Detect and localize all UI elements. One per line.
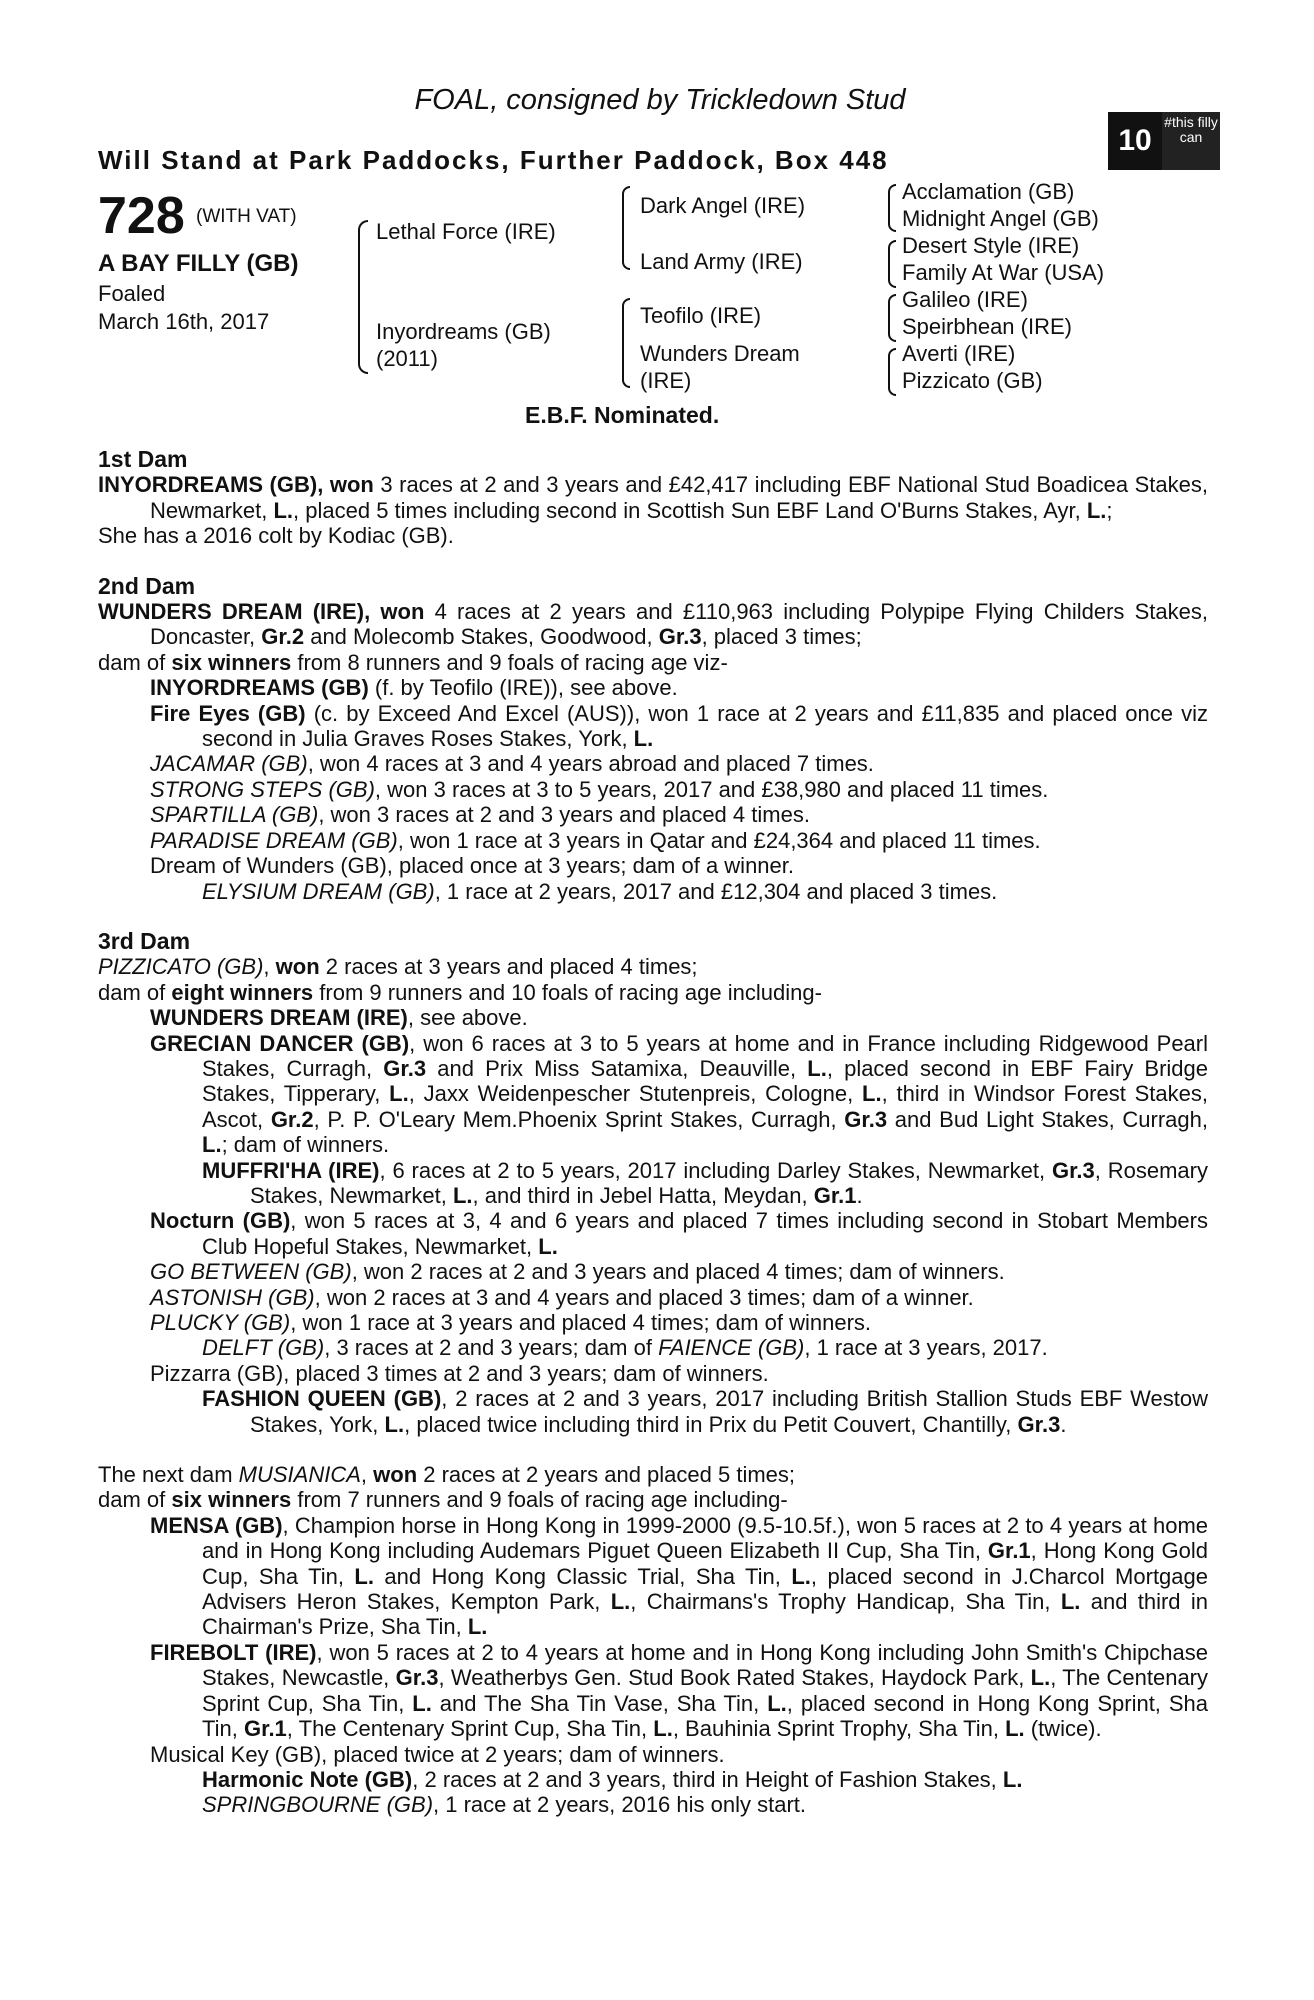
record-text: , Champion horse in Hong Kong in 1999-2000 (9.5-10.5f.), won 5 races at 2 to 4 years at home and in Hong Kong including Audemars Piguet Queen Elizabeth II Cup, Sha Tin,: [202, 1512, 1209, 1564]
listed-label: L.: [354, 1563, 374, 1589]
pedigree-ancestor: Galileo (IRE): [902, 287, 1028, 312]
record-text: , Rosemary Stakes, Newmarket,: [250, 1157, 1208, 1208]
stand-location: Will Stand at Park Paddocks, Further Paddock, Box 448: [98, 145, 889, 175]
badge-number: 10: [1108, 112, 1162, 170]
produce-entry: [98, 879, 1208, 904]
record-text: , Weatherbys Gen. Stud Book Rated Stakes, Haydock Park,: [438, 1665, 1031, 1691]
group-label: Gr.1: [813, 1182, 857, 1208]
produce-entry: [98, 675, 1208, 700]
horse-name: ASTONISH (GB): [150, 1284, 315, 1310]
record-text: , Jaxx Weidenpescher Stutenpreis, Cologne,: [408, 1081, 862, 1107]
produce-entry: [98, 701, 1208, 752]
separator: ,: [360, 1462, 368, 1488]
record-text: , third in Windsor Forest Stakes, Ascot,: [202, 1081, 1208, 1132]
record-text: and Bud Light Stakes, Curragh,: [887, 1106, 1208, 1132]
record-text: , 3 races at 2 and 3 years; dam of: [324, 1335, 659, 1361]
record-text: (twice).: [1024, 1716, 1102, 1742]
record-text: ;: [1106, 497, 1113, 523]
horse-name: JACAMAR (GB): [150, 751, 308, 777]
produce-entry: [98, 1285, 1208, 1310]
pedigree-ancestor: Speirbhean (IRE): [902, 314, 1072, 339]
dam-name: INYORDREAMS (GB): [98, 472, 318, 498]
record-text: and Hong Kong Classic Trial, Sha Tin,: [373, 1563, 792, 1589]
group-label: Gr.3: [658, 624, 702, 650]
listed-label: L.: [273, 497, 294, 523]
listed-label: L.: [384, 1411, 405, 1437]
first-dam-record: [98, 472, 1208, 523]
dam-name: PIZZICATO (GB): [98, 954, 264, 980]
pedigree-dam-dam-country: (IRE): [640, 368, 692, 393]
horse-name: Harmonic Note (GB): [202, 1766, 413, 1792]
record-text: and third in Chairman's Prize, Sha Tin,: [202, 1589, 1208, 1640]
record-text: , The Centenary Sprint Cup, Sha Tin,: [286, 1716, 654, 1742]
listed-label: L.: [389, 1081, 409, 1107]
pedigree-ancestor: Desert Style (IRE): [902, 233, 1080, 258]
group-label: Gr.2: [270, 1106, 314, 1132]
consignment-header: FOAL, consigned by Trickledown Stud: [414, 84, 906, 116]
horse-name: Nocturn (GB): [150, 1208, 291, 1234]
record-text: , won 3 races at 2 and 3 years and placed 4 times.: [318, 802, 810, 828]
horse-name: FAIENCE (GB): [658, 1335, 805, 1361]
record-text: 4 races at 2 years and £110,963 including Polypipe Flying Childers Stakes, Doncaster,: [150, 599, 1208, 650]
first-dam-produce: She has a 2016 colt by Kodiac (GB).: [98, 523, 454, 549]
record-text: , won 1 race at 3 years in Qatar and £24,364 and placed 11 times.: [397, 827, 1041, 853]
lot-number: 728: [98, 187, 185, 245]
horse-name: ELYSIUM DREAM (GB): [202, 878, 435, 904]
pedigree-ancestor: Midnight Angel (GB): [902, 206, 1099, 231]
listed-label: L.: [452, 1182, 473, 1208]
produce-entry: Dream of Wunders (GB), placed once at 3 years; dam of a winner.: [150, 853, 795, 879]
record-text: ; dam of winners.: [221, 1132, 390, 1158]
listed-label: L.: [791, 1563, 811, 1589]
record-text: , see above.: [407, 1005, 528, 1031]
listed-label: L.: [1030, 1665, 1051, 1691]
record-text: , won 4 races at 3 and 4 years abroad and placed 7 times.: [307, 751, 874, 777]
first-dam-heading: 1st Dam: [98, 446, 188, 472]
produce-entry: [98, 1640, 1208, 1742]
produce-entry: [98, 1158, 1208, 1209]
horse-name: MUFFRI'HA (IRE): [202, 1157, 380, 1183]
won-label: won: [329, 472, 374, 498]
record-text: , P. P. O'Leary Mem.Phoenix Sprint Stakes, Curragh,: [313, 1106, 845, 1132]
listed-label: L.: [862, 1081, 882, 1107]
record-text: and The Sha Tin Vase, Sha Tin,: [431, 1690, 768, 1716]
dam-name: WUNDERS DREAM (IRE): [98, 599, 365, 625]
listed-label: L.: [767, 1690, 787, 1716]
group-label: Gr.3: [1017, 1411, 1061, 1437]
pedigree-brace: [888, 240, 896, 288]
group-label: Gr.3: [1051, 1157, 1095, 1183]
record-text: , 1 race at 2 years, 2016 his only start.: [433, 1792, 806, 1818]
record-text: and Molecomb Stakes, Goodwood,: [304, 624, 659, 650]
pedigree-brace: [888, 294, 896, 342]
listed-label: L.: [1002, 1766, 1023, 1792]
record-text: (c. by Exceed And Excel (AUS)), won 1 race at 2 years and £11,835 and placed once viz second in Julia Graves Roses Stakes, York,: [202, 700, 1208, 752]
produce-entry: [98, 751, 1208, 776]
record-text: , 2 races at 2 and 3 years, 2017 including British Stallion Studs EBF Westow Stakes, York,: [250, 1386, 1208, 1437]
record-text: from 8 runners and 9 foals of racing age viz-: [291, 649, 728, 675]
record-text: , 2 races at 2 and 3 years, third in Height of Fashion Stakes,: [412, 1766, 1003, 1792]
record-text: , won 3 races at 3 to 5 years, 2017 and £38,980 and placed 11 times.: [374, 776, 1049, 802]
listed-label: L.: [807, 1055, 827, 1081]
group-label: Gr.3: [383, 1055, 427, 1081]
produce-entry: [98, 777, 1208, 802]
pedigree-ancestor: Averti (IRE): [902, 341, 1016, 366]
pedigree-dam-dam-name: Wunders Dream: [640, 341, 800, 366]
group-label: Gr.1: [987, 1538, 1031, 1564]
record-text: , Chairmans's Trophy Handicap, Sha Tin,: [630, 1589, 1061, 1615]
next-dam-record: [98, 1462, 1208, 1487]
pedigree-sire-sire: Dark Angel (IRE): [640, 193, 806, 218]
horse-name: DELFT (GB): [202, 1335, 325, 1361]
won-label: won: [275, 954, 320, 980]
separator: ,: [317, 472, 324, 498]
separator: .: [856, 1182, 863, 1208]
pedigree-dam-sire: Teofilo (IRE): [640, 303, 762, 328]
record-text: , placed second in Hong Kong Sprint, Sha Tin,: [202, 1690, 1208, 1742]
listed-label: L.: [1060, 1589, 1081, 1615]
produce-entry: [98, 1310, 1208, 1335]
produce-entry: [98, 1386, 1208, 1437]
winners-count: six winners: [171, 649, 292, 675]
record-text: The next dam: [98, 1462, 239, 1488]
horse-name: SPRINGBOURNE (GB): [202, 1792, 434, 1818]
listed-label: L.: [1005, 1716, 1025, 1742]
horse-name: WUNDERS DREAM (IRE): [150, 1005, 408, 1031]
separator: .: [1060, 1411, 1067, 1437]
third-dam-record: [98, 954, 1208, 979]
record-text: , won 5 races at 2 to 4 years at home and in Hong Kong including John Smith's Chipchase Stakes, Newcastle,: [202, 1639, 1208, 1691]
record-text: 2 races at 2 years and placed 5 times;: [417, 1462, 796, 1488]
pedigree-ancestor: Pizzicato (GB): [902, 368, 1043, 393]
winners-count: six winners: [171, 1487, 292, 1513]
record-text: , won 6 races at 3 to 5 years at home and in France including Ridgewood Pearl Stakes, Curragh,: [202, 1030, 1208, 1081]
badge-text: #this filly can: [1162, 112, 1220, 170]
produce-entry: Pizzarra (GB), placed 3 times at 2 and 3 years; dam of winners.: [150, 1360, 769, 1386]
record-text: dam of: [98, 1487, 172, 1513]
produce-entry: [98, 828, 1208, 853]
won-label: won: [380, 599, 425, 625]
group-label: Gr.3: [395, 1665, 439, 1691]
ebf-nominated: E.B.F. Nominated.: [525, 402, 720, 428]
produce-entry: [98, 1513, 1208, 1640]
foaled-label: Foaled: [98, 281, 166, 306]
record-text: dam of: [98, 649, 172, 675]
separator: ,: [364, 599, 371, 625]
horse-name: GO BETWEEN (GB): [150, 1259, 352, 1285]
record-text: , won 2 races at 3 and 4 years and placed 3 times; dam of a winner.: [314, 1284, 974, 1310]
listed-label: L.: [633, 726, 654, 752]
vat-note: (WITH VAT): [196, 206, 297, 227]
produce-entry: Musical Key (GB), placed twice at 2 years; dam of winners.: [150, 1741, 725, 1767]
horse-description: A BAY FILLY (GB): [98, 250, 299, 277]
record-text: , 1 race at 2 years, 2017 and £12,304 and placed 3 times.: [434, 878, 998, 904]
listed-label: L.: [1086, 497, 1107, 523]
horse-name: PARADISE DREAM (GB): [150, 827, 398, 853]
pedigree-dam: [376, 318, 551, 372]
separator: ,: [263, 954, 270, 980]
record-text: 2 races at 3 years and placed 4 times;: [319, 954, 698, 980]
record-text: , Bauhinia Sprint Trophy, Sha Tin,: [672, 1716, 1006, 1742]
horse-name: GRECIAN DANCER (GB): [150, 1030, 410, 1056]
group-label: Gr.3: [844, 1106, 888, 1132]
foaled-date: March 16th, 2017: [98, 309, 270, 334]
horse-name: Fire Eyes (GB): [150, 700, 306, 726]
pedigree-dam-year: (2011): [376, 346, 438, 371]
record-text: , 6 races at 2 to 5 years, 2017 including Darley Stakes, Newmarket,: [379, 1157, 1052, 1183]
listed-label: L.: [610, 1589, 631, 1615]
pedigree-brace: [888, 184, 896, 232]
record-text: , Hong Kong Gold Cup, Sha Tin,: [202, 1538, 1208, 1589]
record-text: , won 2 races at 2 and 3 years and placed 4 times; dam of winners.: [351, 1259, 1005, 1285]
pedigree-brace: [358, 220, 368, 374]
horse-name: MENSA (GB): [150, 1512, 283, 1538]
produce-entry: [98, 1767, 1208, 1792]
second-dam-produce-summary: [98, 650, 1208, 675]
record-text: from 9 runners and 10 foals of racing age including-: [313, 979, 822, 1005]
third-dam-produce-summary: [98, 980, 1208, 1005]
foaled-info: [98, 280, 269, 336]
second-dam-heading: 2nd Dam: [98, 572, 196, 599]
pedigree-ancestor: Family At War (USA): [902, 260, 1105, 285]
listed-label: L.: [467, 1614, 488, 1640]
record-text: , won 1 race at 3 years and placed 4 times; dam of winners.: [290, 1310, 872, 1335]
winners-count: eight winners: [171, 979, 314, 1005]
produce-entry: [98, 802, 1208, 827]
produce-entry: [98, 1208, 1208, 1259]
pedigree-dam-name: Inyordreams (GB): [376, 319, 551, 344]
horse-name: FIREBOLT (IRE): [150, 1639, 317, 1665]
pedigree-sire: Lethal Force (IRE): [376, 219, 556, 244]
listed-label: L.: [538, 1233, 558, 1259]
record-text: , placed second in EBF Fairy Bridge Stakes, Tipperary,: [202, 1055, 1209, 1107]
horse-name: STRONG STEPS (GB): [150, 776, 375, 802]
listed-label: L.: [653, 1716, 673, 1742]
horse-name: PLUCKY (GB): [150, 1310, 291, 1335]
produce-entry: [98, 1005, 1208, 1030]
record-text: , placed 3 times;: [701, 624, 862, 650]
record-text: 3 races at 2 and 3 years and £42,417 including EBF National Stud Boadicea Stakes, Newmarket,: [150, 472, 1208, 523]
listed-label: L.: [412, 1690, 432, 1716]
pedigree-brace: [888, 348, 896, 396]
pedigree-ancestor: Acclamation (GB): [902, 179, 1075, 204]
this-filly-can-badge: [1108, 112, 1222, 170]
record-text: and Prix Miss Satamixa, Deauville,: [426, 1055, 808, 1081]
listed-label: L.: [202, 1132, 222, 1158]
produce-entry: [98, 1335, 1208, 1360]
pedigree-brace: [622, 186, 630, 270]
group-label: Gr.2: [261, 624, 305, 650]
pedigree-third-generation: [902, 178, 1104, 394]
horse-name: SPARTILLA (GB): [150, 802, 319, 828]
record-text: , and third in Jebel Hatta, Meydan,: [472, 1182, 814, 1208]
produce-entry: [98, 1792, 1208, 1817]
won-label: won: [373, 1462, 418, 1488]
next-dam-produce-summary: [98, 1487, 1208, 1512]
pedigree-dam-dam: [640, 340, 800, 394]
horse-name: INYORDREAMS (GB): [150, 675, 369, 701]
second-dam-record: [98, 599, 1208, 650]
record-text: , The Centenary Sprint Cup, Sha Tin,: [202, 1665, 1209, 1716]
group-label: Gr.1: [243, 1716, 287, 1742]
produce-entry: [98, 1031, 1208, 1158]
record-text: from 7 runners and 9 foals of racing age including-: [291, 1487, 788, 1513]
pedigree-brace: [622, 298, 630, 388]
record-text: dam of: [98, 979, 172, 1005]
produce-entry: [98, 1259, 1208, 1284]
record-text: , won 5 races at 3, 4 and 6 years and placed 7 times including second in Stobart Members Club Hopeful Stakes, Newmarket,: [202, 1208, 1208, 1259]
third-dam-heading: 3rd Dam: [98, 927, 191, 954]
pedigree-sire-dam: Land Army (IRE): [640, 249, 803, 274]
catalogue-body: [98, 447, 1208, 1818]
record-text: , placed 5 times including second in Scottish Sun EBF Land O'Burns Stakes, Ayr,: [293, 497, 1087, 523]
record-text: (f. by Teofilo (IRE)), see above.: [368, 675, 678, 701]
record-text: , placed twice including third in Prix du Petit Couvert, Chantilly,: [404, 1411, 1018, 1437]
dam-name: MUSIANICA: [238, 1462, 361, 1488]
record-text: , 1 race at 3 years, 2017.: [804, 1335, 1048, 1361]
horse-name: FASHION QUEEN (GB): [202, 1386, 442, 1412]
record-text: , placed second in J.Charcol Mortgage Advisers Heron Stakes, Kempton Park,: [202, 1563, 1208, 1615]
